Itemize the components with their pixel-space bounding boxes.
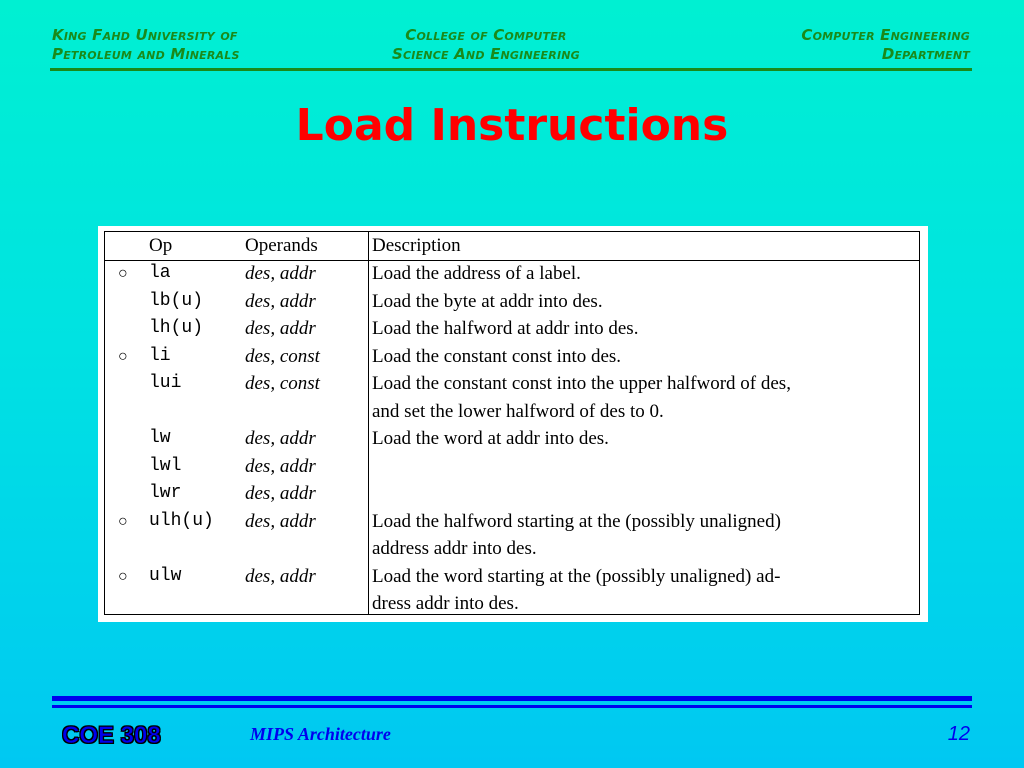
row-op: ulh(u): [149, 510, 214, 531]
header-department-line-2: Department: [881, 45, 970, 63]
row-op: lh(u): [149, 318, 204, 338]
row-op: lui: [149, 373, 182, 393]
row-operands: des, addr: [245, 318, 316, 339]
row-operands: des, addr: [245, 263, 316, 284]
row-op: la: [149, 263, 171, 283]
footer-divider-thick: [52, 696, 972, 701]
row-op: lwr: [149, 483, 182, 503]
row-description: address addr into des.: [372, 538, 537, 559]
row-operands: des, addr: [245, 565, 316, 587]
row-op: ulw: [149, 565, 182, 586]
row-description: Load the halfword at addr into des.: [372, 318, 639, 339]
row-operands: des, const: [245, 373, 320, 394]
row-description: Load the constant const into des.: [372, 345, 622, 367]
slide-title: Load Instructions: [295, 100, 729, 151]
header-university-line-2: Petroleum and Minerals: [52, 45, 240, 63]
header-department: [801, 26, 970, 64]
header-university-line-1: King Fahd University of: [52, 26, 238, 44]
row-description: Load the byte at addr into des.: [372, 290, 603, 312]
row-bullet-icon: ○: [118, 347, 128, 365]
row-description: and set the lower halfword of des to 0.: [372, 400, 664, 422]
course-code: COE 308: [62, 722, 161, 749]
header-university: [52, 26, 240, 64]
row-description: Load the halfword starting at the (possibly unaligned): [372, 510, 781, 532]
row-description: dress addr into des.: [372, 593, 519, 614]
column-description-header: Description: [372, 235, 461, 256]
column-op-header: Op: [149, 235, 173, 256]
row-op: li: [149, 345, 171, 366]
row-bullet-icon: ○: [118, 512, 128, 530]
header-divider: [50, 68, 972, 71]
header-college: [392, 26, 580, 64]
column-operands-header: Operands: [245, 235, 318, 256]
header-college-line-2: Science And Engineering: [392, 45, 580, 63]
table-column-divider: [368, 232, 369, 614]
row-operands: des, const: [245, 345, 320, 367]
row-operands: des, addr: [245, 483, 316, 504]
footer-divider-thin: [52, 705, 972, 708]
row-description: Load the word starting at the (possibly unaligned) ad-: [372, 565, 781, 587]
row-operands: des, addr: [245, 510, 316, 532]
row-bullet-icon: ○: [118, 265, 128, 282]
row-operands: des, addr: [245, 290, 316, 312]
row-operands: des, addr: [245, 428, 316, 449]
row-description: Load the constant const into the upper halfword of des,: [372, 373, 791, 394]
instruction-table: [98, 226, 928, 622]
table-frame: [104, 231, 920, 615]
header-department-line-1: Computer Engineering: [801, 26, 970, 44]
row-description: Load the address of a label.: [372, 263, 581, 284]
row-op: lwl: [149, 455, 182, 476]
row-operands: des, addr: [245, 455, 316, 477]
row-bullet-icon: ○: [118, 567, 128, 585]
row-op: lw: [149, 428, 171, 448]
slide-topic: MIPS Architecture: [250, 724, 391, 744]
page-number: 12: [947, 723, 970, 745]
row-op: lb(u): [149, 290, 204, 311]
header-college-line-1: College of Computer: [405, 26, 567, 44]
row-description: Load the word at addr into des.: [372, 428, 609, 449]
